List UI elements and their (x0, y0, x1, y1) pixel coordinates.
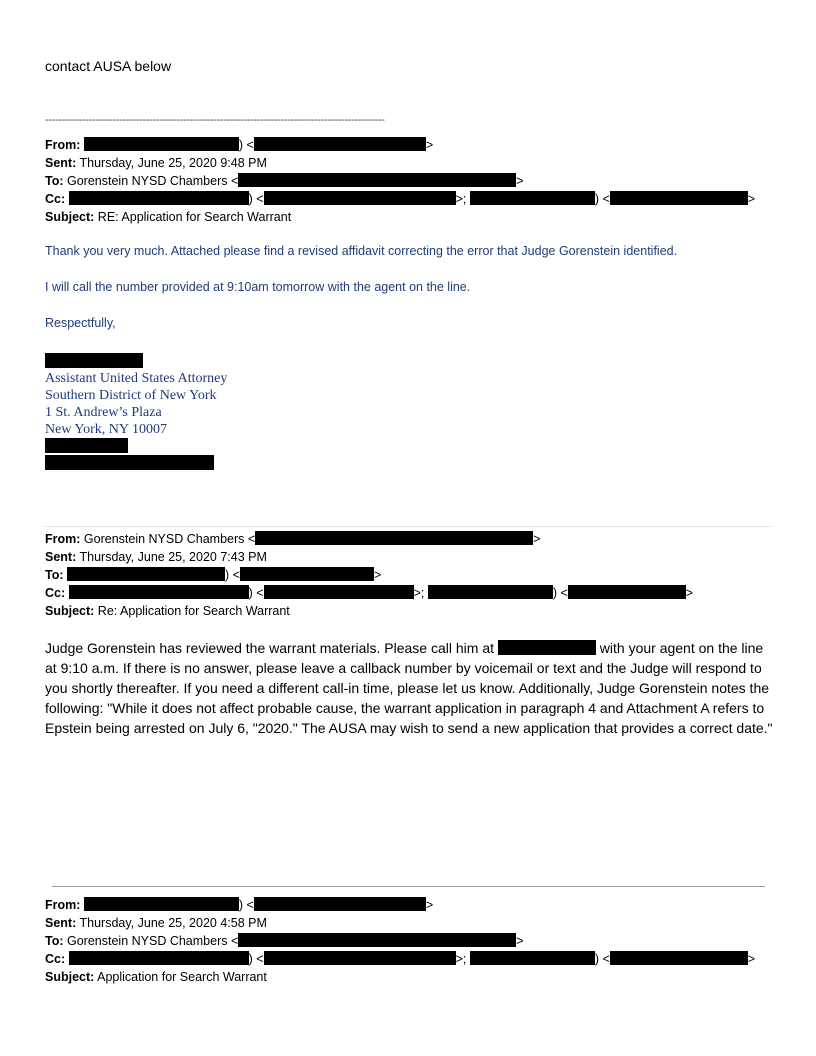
from-label: From: (45, 138, 81, 152)
subject-label: Subject: (45, 970, 95, 984)
email1-sent-row (45, 154, 267, 172)
redaction-block (264, 585, 414, 599)
redaction-block (568, 585, 686, 599)
redaction-block (238, 933, 516, 947)
to-value: Gorenstein NYSD Chambers < (67, 934, 239, 948)
signature-phone-redaction (45, 438, 128, 453)
redaction-block (428, 585, 553, 599)
redaction-block (610, 951, 748, 965)
punct: ) < (248, 192, 264, 206)
to-value: Gorenstein NYSD Chambers < (67, 174, 239, 188)
redaction-block (67, 567, 225, 581)
divider (52, 886, 765, 887)
email2-to-row (45, 566, 381, 584)
email3-sent-row (45, 914, 267, 932)
signature-name-redaction (45, 353, 143, 368)
signature-city: New York, NY 10007 (45, 422, 167, 437)
redaction-block (69, 951, 249, 965)
from-value: Gorenstein NYSD Chambers < (83, 532, 256, 546)
separator-line: ----------------------------------------------------------------------------------------------------- (45, 114, 385, 126)
email2-sent-row (45, 548, 267, 566)
email1-body-line1: Thank you very much. Attached please find a revised affidavit correcting the error that Judge Gorenstein identified. (45, 244, 678, 258)
punct: ) < (594, 192, 610, 206)
email3-subject-row (45, 968, 267, 986)
email3-cc-row (45, 950, 755, 968)
sent-label: Sent: (45, 156, 77, 170)
signature-office: Southern District of New York (45, 388, 217, 403)
punct: > (685, 586, 694, 600)
redaction-block (470, 951, 595, 965)
punct: ) < (248, 952, 264, 966)
punct: ) < (238, 138, 254, 152)
from-label: From: (45, 898, 81, 912)
signature-address: 1 St. Andrew’s Plaza (45, 405, 162, 420)
cc-label: Cc: (45, 586, 66, 600)
redaction-block (84, 137, 239, 151)
signature-title: Assistant United States Attorney (45, 371, 228, 386)
intro-note: contact AUSA below (45, 58, 172, 74)
from-label: From: (45, 532, 81, 546)
email3-to-row (45, 932, 524, 950)
subject-label: Subject: (45, 210, 95, 224)
sent-label: Sent: (45, 916, 77, 930)
punct: >; (455, 192, 467, 206)
email1-to-row (45, 172, 524, 190)
body-start: Judge Gorenstein has reviewed the warrant materials. Please call him at (45, 640, 494, 656)
punct: > (533, 532, 541, 546)
sent-value: Thursday, June 25, 2020 4:58 PM (79, 916, 267, 930)
punct: ) < (552, 586, 568, 600)
punct: > (425, 138, 434, 152)
redaction-block (84, 897, 239, 911)
punct: ) < (248, 586, 264, 600)
subject-label: Subject: (45, 604, 95, 618)
punct: ) < (225, 568, 240, 582)
email3-from-row (45, 896, 433, 914)
redaction-block (69, 191, 249, 205)
punct: > (425, 898, 434, 912)
email2-body (45, 638, 775, 738)
punct: ) < (238, 898, 254, 912)
subject-value: RE: Application for Search Warrant (97, 210, 292, 224)
punct: ) < (594, 952, 610, 966)
cc-label: Cc: (45, 952, 66, 966)
punct: > (747, 192, 756, 206)
to-label: To: (45, 934, 64, 948)
subject-value: Re: Application for Search Warrant (97, 604, 290, 618)
punct: >; (455, 952, 467, 966)
punct: > (373, 568, 382, 582)
email1-closing: Respectfully, (45, 316, 116, 330)
sent-value: Thursday, June 25, 2020 7:43 PM (79, 550, 267, 564)
email2-from-row (45, 530, 540, 548)
email1-subject-row (45, 208, 291, 226)
email1-from-row (45, 136, 433, 154)
to-label: To: (45, 174, 64, 188)
redaction-block (69, 585, 249, 599)
body-rest: with your agent on the line at 9:10 a.m. If there is no answer, please leave a callback number by voicemail or text and the Judge will respond to you shortly thereafter. If you need a different call-in time, please let us know. Additionally, Judge Gorenstein notes the following: "While it does not affect probable cause, the warrant application in paragraph 4 and Attachment A refers to Epstein being arrested on July 6, "2020." The AUSA may wish to send a new application that provides a correct date." (45, 640, 773, 736)
redaction-block (240, 567, 374, 581)
sent-value: Thursday, June 25, 2020 9:48 PM (79, 156, 267, 170)
redaction-block (610, 191, 748, 205)
punct: >; (413, 586, 425, 600)
divider (45, 526, 771, 527)
subject-value: Application for Search Warrant (97, 970, 267, 984)
redaction-block (255, 531, 533, 545)
phone-redaction (498, 640, 596, 655)
email2-subject-row (45, 602, 290, 620)
redaction-block (254, 137, 426, 151)
cc-label: Cc: (45, 192, 66, 206)
email1-cc-row (45, 190, 755, 208)
redaction-block (238, 173, 516, 187)
punct: > (747, 952, 756, 966)
punct: > (516, 174, 524, 188)
signature-email-redaction (45, 455, 214, 470)
redaction-block (254, 897, 426, 911)
sent-label: Sent: (45, 550, 77, 564)
email2-cc-row (45, 584, 693, 602)
to-label: To: (45, 568, 64, 582)
redaction-block (470, 191, 595, 205)
redaction-block (264, 951, 456, 965)
email1-body-line2: I will call the number provided at 9:10am tomorrow with the agent on the line. (45, 280, 471, 294)
redaction-block (264, 191, 456, 205)
punct: > (516, 934, 524, 948)
